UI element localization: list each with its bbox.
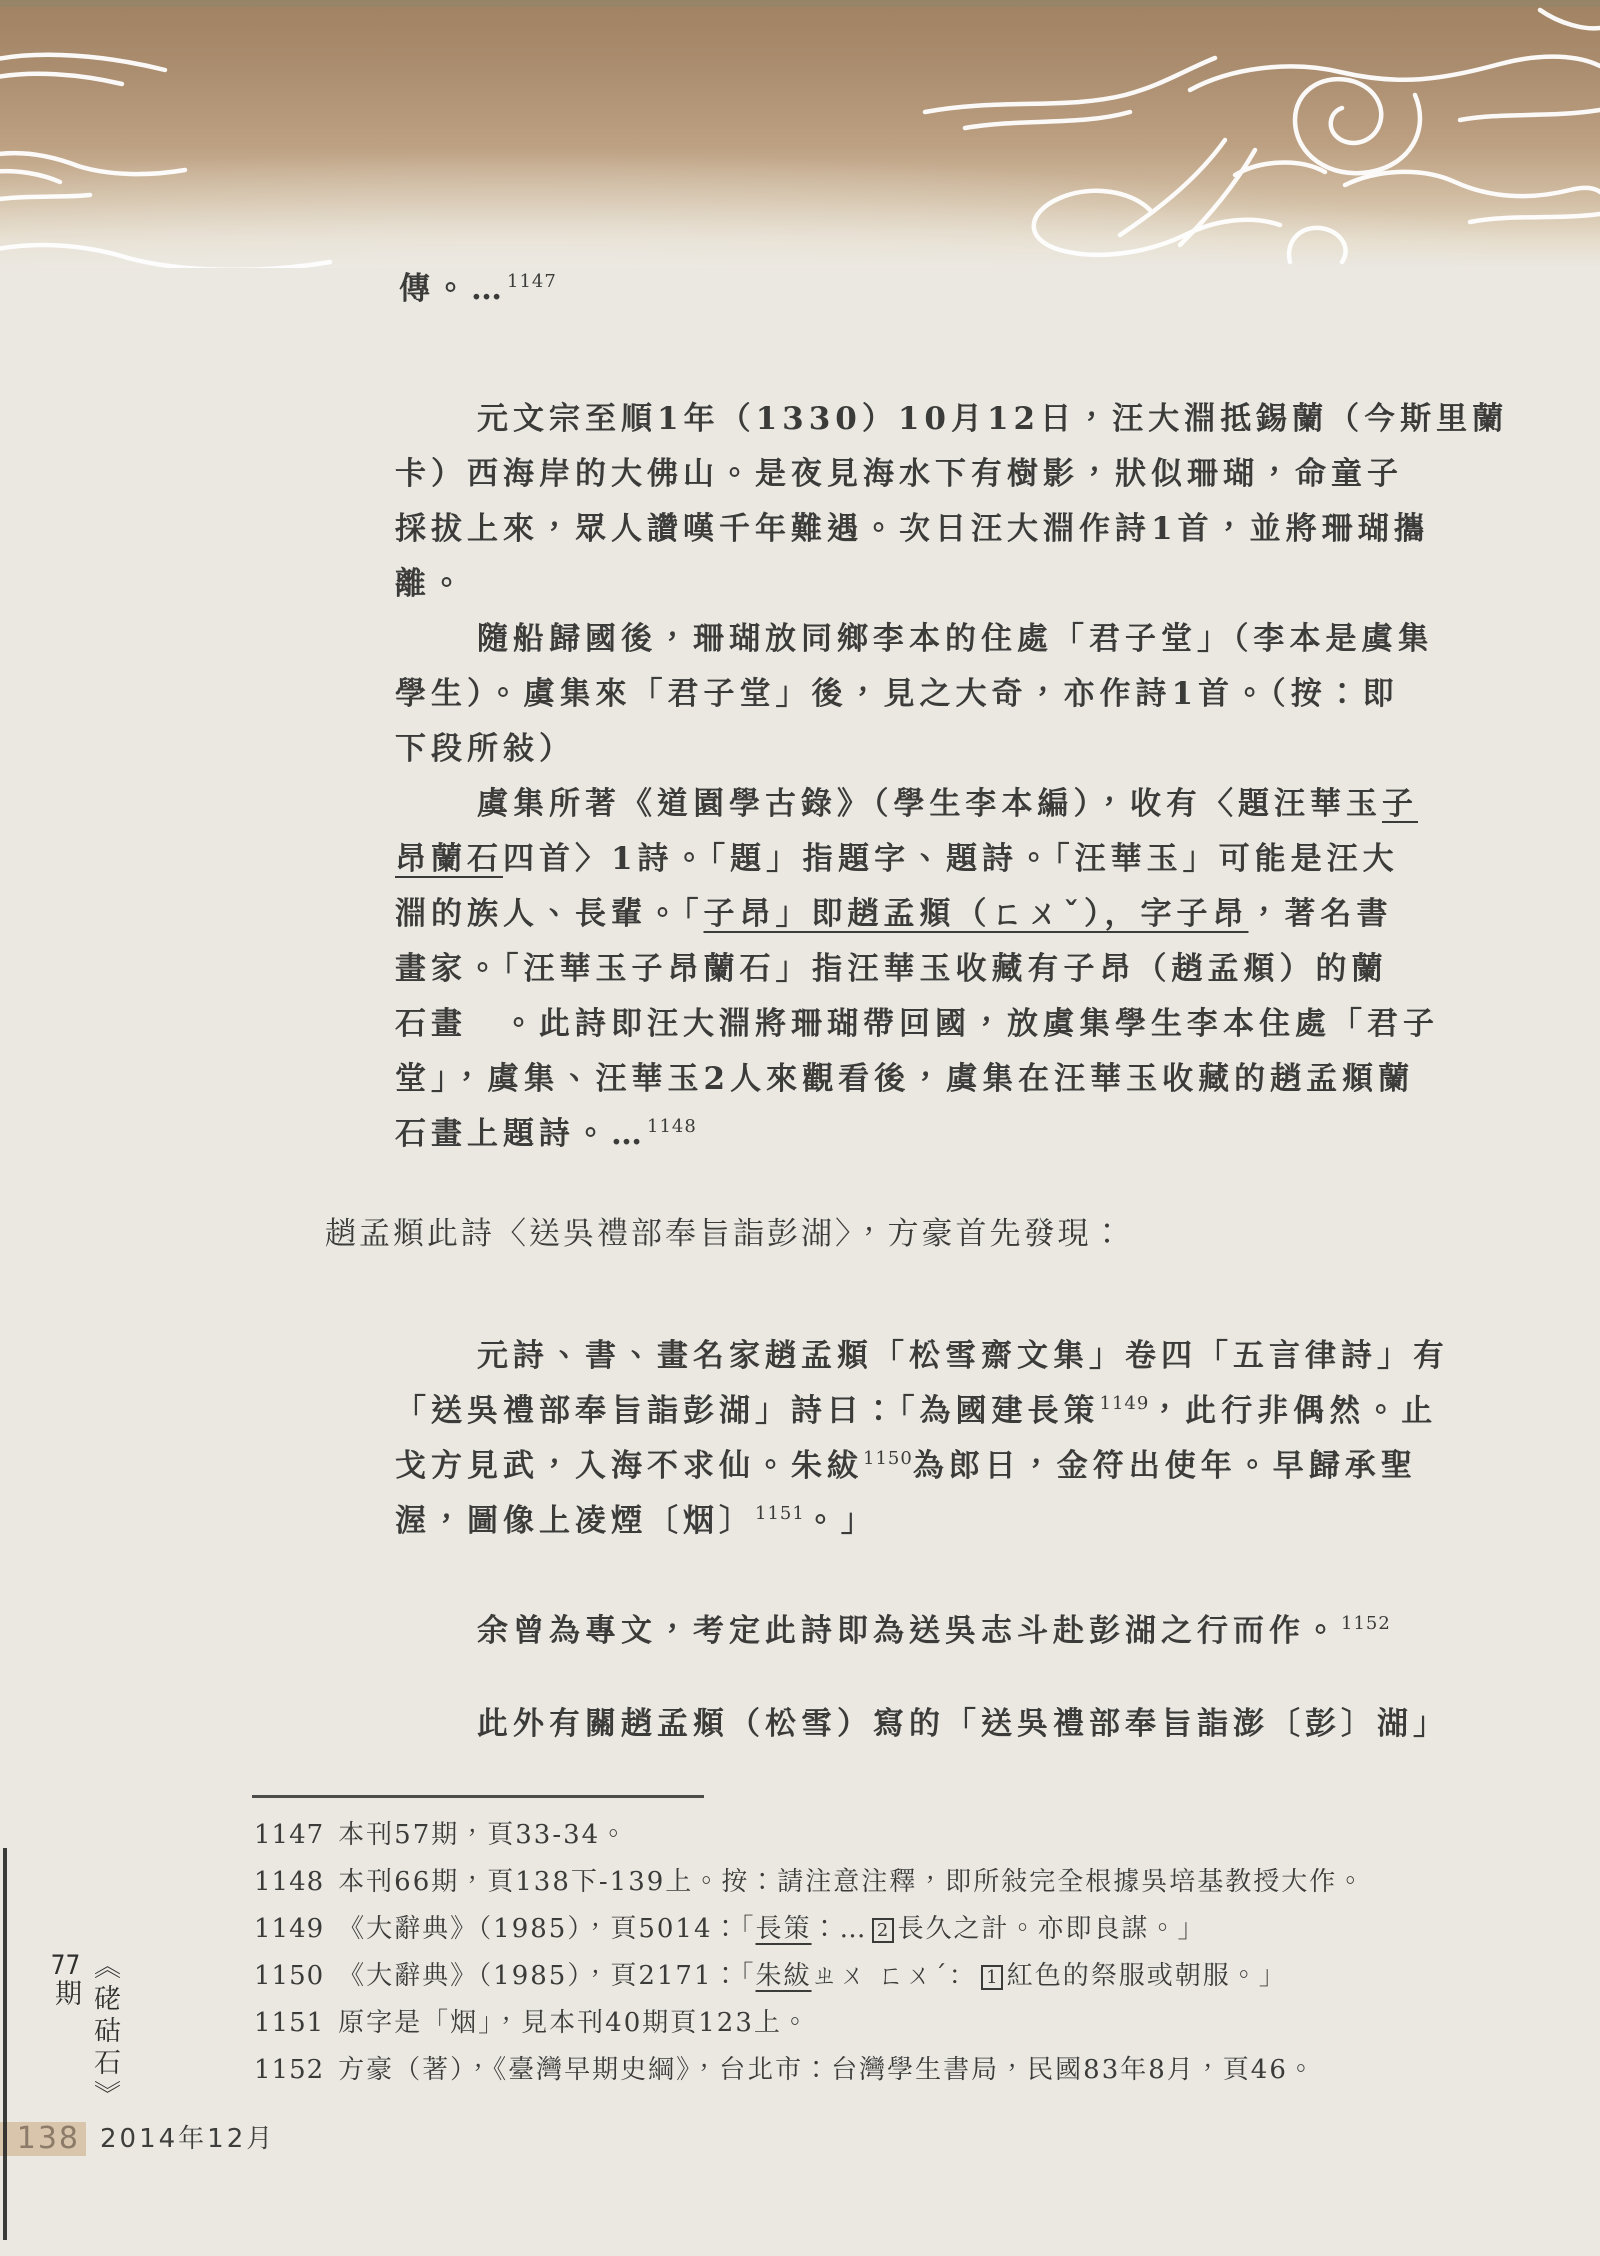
cloud-spiral-right (1120, 140, 1225, 235)
footnote-number: 1151 (254, 2008, 325, 2038)
text-line (395, 502, 1508, 557)
text-run: 石畫上題詩。… (395, 1116, 647, 1152)
text-line (254, 1859, 1365, 1906)
text-run: 方豪（著），《臺灣早期史綱》，台北市：台灣學生書局，民國83年8月，頁46。 (338, 2055, 1316, 2085)
text-run: 《大辭典》（1985），頁2171：「 (338, 1961, 756, 1991)
quote-block-fang-hao (395, 1329, 1449, 1549)
text-run: 昂蘭石 (395, 841, 503, 877)
boxed-number: 1 (981, 1965, 1003, 1990)
footnote-ref: 1148 (647, 1116, 697, 1137)
journal-title-vertical (46, 1952, 124, 2132)
text-run: 淵的族人、長輩。「 (395, 896, 704, 932)
text-line (254, 2047, 1365, 2094)
wave-lines-left (0, 74, 122, 84)
footnotes-list (254, 1812, 1365, 2094)
text-line (395, 392, 1508, 447)
text-run: 卡）西海岸的大佛山。是夜見海水下有樹影，狀似珊瑚，命童子 (395, 456, 1403, 492)
text-line (395, 1384, 1449, 1439)
text-line (395, 447, 1508, 502)
text-run: 紅色的祭服或朝服。」 (1006, 1961, 1287, 1991)
text-line (395, 1439, 1449, 1494)
footnote-separator-rule (252, 1795, 704, 1798)
text-run: 長策 (755, 1914, 812, 1944)
text-line (395, 1494, 1449, 1549)
text-run: 離。 (395, 566, 467, 602)
text-run: 此外有關趙孟頫（松雪）寫的「送吳禮部奉旨詣澎〔彭〕湖」 (477, 1706, 1449, 1742)
wave-lines-left (0, 245, 330, 268)
text-line (395, 997, 1508, 1052)
text-run: 傳。… (399, 271, 507, 307)
footnote-number: 1148 (254, 1867, 325, 1897)
text-run: ，著名書 (1248, 896, 1393, 932)
text-run: 渥，圖像上凌煙〔烟〕 (395, 1503, 755, 1539)
text-line (395, 557, 1508, 612)
cloud-spiral-right (1295, 79, 1420, 173)
page-number-badge: 138 (0, 2122, 86, 2156)
paragraph-zhao-mengfu-poem (325, 1207, 1126, 1262)
footnote-number: 1152 (254, 2055, 325, 2085)
text-run: 為郎日，金符出使年。早歸承聖 (912, 1448, 1417, 1484)
text-run: 原字是「烟」，見本刊40期頁123上。 (338, 2008, 810, 2038)
text-run: 戈方見武，入海不求仙。朱紱 (395, 1448, 863, 1484)
text-line (254, 1906, 1365, 1953)
text-line (254, 1812, 1365, 1859)
wave-lines-left (0, 171, 60, 182)
text-run: 余曾為專文，考定此詩即為送吳志斗赴彭湖之行而作。 (477, 1613, 1341, 1649)
text-line (395, 722, 1508, 777)
cloud-spiral-right (1190, 57, 1600, 90)
text-line (395, 887, 1508, 942)
footnote-ref: 1147 (507, 271, 557, 292)
cloud-spiral-right (1034, 191, 1280, 255)
text-line (395, 777, 1508, 832)
text-run: 元詩、書、畫名家趙孟頫「松雪齋文集」卷四「五言律詩」有 (477, 1338, 1449, 1374)
boxed-number: 2 (872, 1918, 894, 1943)
text-run: 採拔上來，眾人讚嘆千年難遇。次日汪大淵作詩1首，並將珊瑚攜 (395, 511, 1430, 547)
footnote-ref: 1150 (863, 1448, 913, 1469)
text-line (395, 667, 1508, 722)
text-run: 學生）。虞集來「君子堂」後，見之大奇，亦作詩1首。（按：即 (395, 676, 1399, 712)
footnote-ref: 1151 (755, 1503, 805, 1524)
text-line (395, 1604, 1391, 1659)
text-run: 堂」，虞集、汪華玉2人來觀看後，虞集在汪華玉收藏的趙孟頫蘭 (395, 1061, 1415, 1097)
text-line (395, 1107, 1508, 1162)
text-line (325, 1207, 1126, 1262)
text-run: 四首〉1詩。「題」指題字、題詩。「汪華玉」可能是汪大 (503, 841, 1399, 877)
page-edge-shadow (3, 1848, 7, 2240)
scan-top-edge (0, 0, 1600, 7)
text-run: 。」 (804, 1503, 877, 1539)
text-run: 下段所敍） (395, 731, 575, 767)
text-line (395, 1052, 1508, 1107)
text-run: 畫家。「汪華玉子昂蘭石」指汪華玉收藏有子昂（趙孟頫）的蘭 (395, 951, 1388, 987)
paragraph-additional (395, 1697, 1449, 1752)
journal-name: 《硓𥑮石》 (89, 1952, 120, 2112)
text-line (395, 1329, 1449, 1384)
text-run: 石畫 。此詩即汪大淵將珊瑚帶回國，放虞集學生李本住處「君子 (395, 1006, 1439, 1042)
text-run: 朱紱 (755, 1961, 812, 1991)
quote-block-coral-story (395, 392, 1508, 1162)
footnote-number: 1150 (254, 1961, 325, 1991)
wave-lines-right (1470, 214, 1600, 222)
cloud-spiral-right (925, 58, 1215, 112)
text-line (395, 942, 1508, 997)
text-run: 「送吳禮部奉旨詣彭湖」詩曰：「為國建長策 (395, 1393, 1100, 1429)
cloud-spiral-right (965, 112, 1130, 128)
decorative-banner (0, 0, 1600, 268)
text-run: ㄓㄨ ㄈㄨˊ： (811, 1961, 977, 1991)
quote-tail-line (399, 262, 557, 317)
text-run: 本刊57期，頁33-34。 (338, 1820, 629, 1850)
text-run: 子昂」即趙孟頫（ㄈㄨˇ），字子昂 (703, 896, 1249, 932)
text-run: 虞集所著《道園學古錄》（學生李本編），收有〈題汪華玉 (477, 786, 1382, 822)
footnote-number: 1147 (254, 1820, 325, 1850)
issue-date: 2014年12月 (100, 2124, 276, 2154)
text-run: 《大辭典》（1985），頁5014：「 (338, 1914, 756, 1944)
text-line (395, 612, 1508, 667)
text-run: 隨船歸國後，珊瑚放同鄉李本的住處「君子堂」（李本是虞集 (477, 621, 1434, 657)
text-run: 本刊66期，頁138下-139上。按：請注意注釋，即所敍完全根據吳培基教授大作。 (338, 1867, 1366, 1897)
text-run: 元文宗至順1年（1330）10月12日，汪大淵抵錫蘭（今斯里蘭 (477, 401, 1509, 437)
text-line (395, 832, 1508, 887)
cloud-water-swirl-art (0, 0, 1600, 268)
text-run: ：… (811, 1914, 868, 1944)
wave-lines-left (0, 195, 90, 200)
text-run: 長久之計。亦即良謀。」 (897, 1914, 1206, 1944)
footnote-ref: 1149 (1099, 1393, 1150, 1414)
cloud-spiral-right (1180, 150, 1255, 245)
text-line (254, 2000, 1365, 2047)
text-run: 子 (1382, 786, 1418, 822)
text-run: ，此行非偶然。止 (1149, 1393, 1438, 1429)
text-line (399, 262, 557, 317)
text-line (395, 1697, 1449, 1752)
issue-number: 77 (50, 1952, 81, 1979)
issue-unit: 期 (50, 1979, 81, 2011)
footnote-number: 1149 (254, 1914, 325, 1944)
wave-lines-right (1540, 10, 1600, 28)
cloud-spiral-right (1289, 228, 1346, 262)
wave-lines-right (1460, 110, 1600, 120)
text-line (254, 1953, 1365, 2000)
wave-lines-left (0, 55, 165, 70)
footnote-ref: 1152 (1341, 1613, 1391, 1634)
text-run: 趙孟頫此詩〈送吳禮部奉旨詣彭湖〉，方豪首先發現： (325, 1216, 1126, 1252)
cloud-spiral-right (1345, 172, 1600, 196)
quote-block-fang-hao-note (395, 1604, 1391, 1659)
